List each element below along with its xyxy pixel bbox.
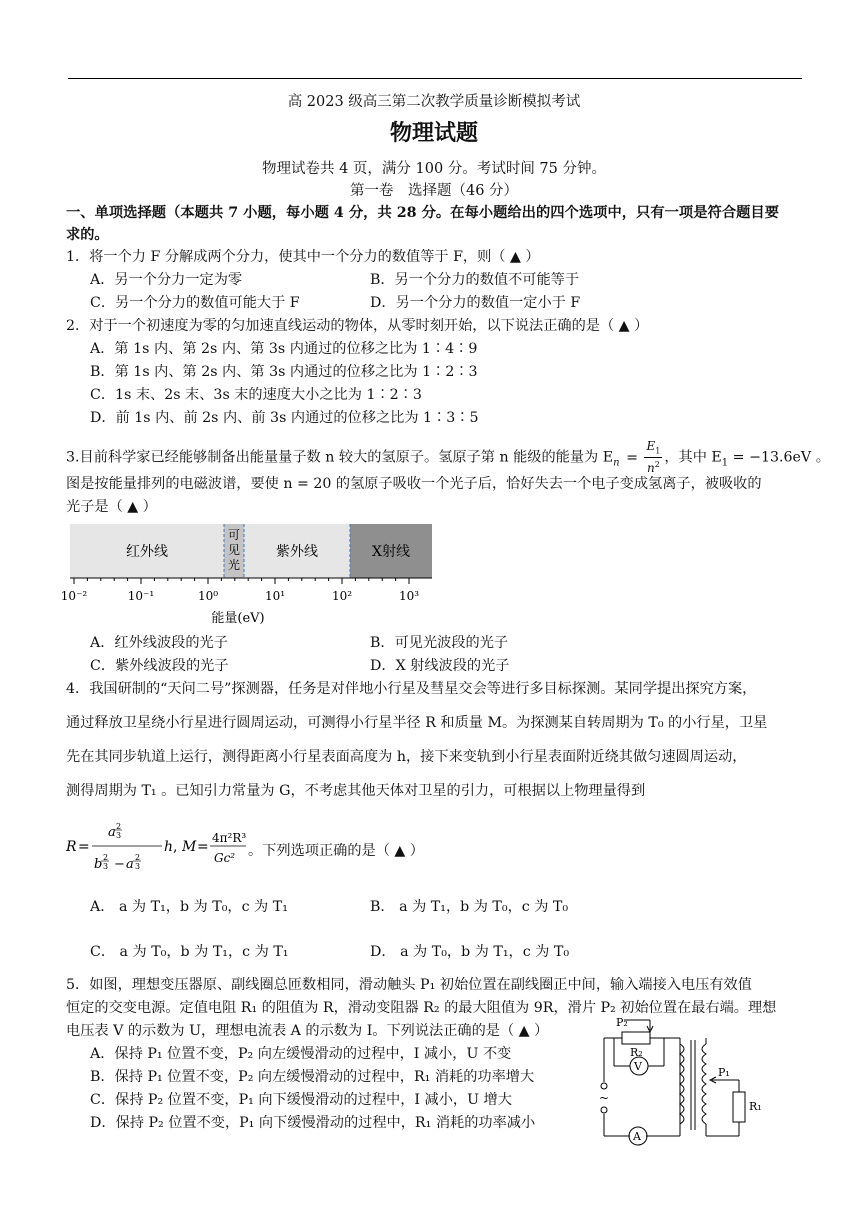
ammeter-label: A xyxy=(633,1130,641,1143)
q5-line-1: 5．如图，理想变压器原、副线圈总匝数相同，滑动触头 P₁ 初始位置在副线圈正中间，输入端接入电压有效值 xyxy=(66,977,752,993)
energy-axis-label: 能量(eV) xyxy=(211,611,265,626)
svg-text:,: , xyxy=(173,839,178,855)
q5-option-a: A．保持 P₁ 位置不变，P₂ 向左缓慢滑动的过程中，I 减小，U 不变 xyxy=(90,1046,512,1062)
q5-line-2: 恒定的交变电源。定值电阻 R₁ 的阻值为 R，滑动变阻器 R₂ 的最大阻值为 9R，滑片 P₂ 初始位置在最右端。理想 xyxy=(66,1000,777,1016)
q3-stem-1b: ，其中 E xyxy=(664,449,722,466)
axis-tick-label: 10² xyxy=(331,589,353,603)
svg-text:=: = xyxy=(78,839,90,855)
visible-label-3: 光 xyxy=(227,558,241,572)
svg-text:=: = xyxy=(197,839,209,855)
q3-stem-1a: 3.目前科学家已经能够制备出能量量子数 n 较大的氢原子。氢原子第 n 能级的能量为 E xyxy=(66,449,614,466)
axis-tick-label: 10³ xyxy=(398,589,420,603)
q1-option-c: C．另一个分力的数值可能大于 F xyxy=(90,295,300,311)
exam-info: 物理试卷共 4 页，满分 100 分。考试时间 75 分钟。 xyxy=(261,161,606,177)
subject-title: 物理试题 xyxy=(389,120,478,146)
q1-option-a: A．另一个分力一定为零 xyxy=(90,272,243,288)
p2-label: P₂ xyxy=(616,1016,628,1029)
q2-stem: 2．对于一个初速度为零的匀加速直线运动的物体，从零时刻开始，以下说法正确的是（ ▲ ） xyxy=(66,318,649,334)
p1-label: P₁ xyxy=(718,1066,730,1079)
q3-stem-line-1: 3.目前科学家已经能够制备出能量量子数 n 较大的氢原子。氢原子第 n 能级的能量为 $E_n$ = $\frac{E_1}{n^2}$ ，其中 $E_1 = -13.6eV$ 。 xyxy=(66,439,830,476)
q4-formula-tail: 。下列选项正确的是（ ▲ ） xyxy=(248,843,424,859)
q2-option-c: C．1s 末、2s 末、3s 末的速度大小之比为 1∶2∶3 xyxy=(90,387,422,403)
q5-option-c: C．保持 P₂ 位置不变，P₁ 向下缓慢滑动的过程中，I 减小，U 增大 xyxy=(90,1092,512,1108)
svg-text:R: R xyxy=(66,839,77,855)
q3-option-b: B．可见光波段的光子 xyxy=(370,635,509,651)
q2-option-d: D．前 1s 内、前 2s 内、前 3s 内通过的位移之比为 1∶3∶5 xyxy=(90,410,479,426)
xray-label: X射线 xyxy=(372,544,410,560)
svg-text:3: 3 xyxy=(116,831,122,840)
q3-energy-fraction: $\frac{E_1}{n^2}$ xyxy=(646,439,661,476)
q4-line-1: 4．我国研制的“天问二号”探测器，任务是对伴地小行星及彗星交会等进行多目标探测。某同学提出探究方案， xyxy=(66,681,757,697)
svg-text:2: 2 xyxy=(135,853,141,862)
visible-label-2: 见 xyxy=(227,543,241,557)
q1-option-b: B．另一个分力的数值不可能等于 xyxy=(370,272,580,288)
svg-text:M: M xyxy=(182,839,197,855)
svg-text:Gc²: Gc² xyxy=(214,851,236,865)
q5-option-b: B．保持 P₁ 位置不变，P₂ 向左缓慢滑动的过程中，R₁ 消耗的功率增大 xyxy=(90,1069,535,1085)
svg-text:h: h xyxy=(164,839,174,855)
q1-stem: 1．将一个力 F 分解成两个分力，使其中一个分力的数值等于 F，则（ ▲ ） xyxy=(66,249,540,265)
q4-formula xyxy=(66,818,247,878)
transformer-circuit-diagram xyxy=(594,1014,774,1146)
svg-text:b: b xyxy=(94,857,103,872)
q3-option-a: A．红外线波段的光子 xyxy=(90,635,228,651)
q2-option-b: B．第 1s 内、第 2s 内、第 3s 内通过的位移之比为 1∶2∶3 xyxy=(90,364,478,380)
header-rule xyxy=(68,78,802,79)
q2-option-a: A．第 1s 内、第 2s 内、第 3s 内通过的位移之比为 1∶4∶9 xyxy=(90,341,478,357)
q5-option-d: D．保持 P₂ 位置不变，P₁ 向下缓慢滑动的过程中，R₁ 消耗的功率减小 xyxy=(90,1115,536,1131)
infrared-label: 红外线 xyxy=(126,544,168,560)
exam-title: 高 2023 级高三第二次教学质量诊断模拟考试 xyxy=(287,94,581,110)
ac-source-symbol: ~ xyxy=(599,1091,610,1105)
q4-option-a: A． a 为 T₁，b 为 T₀，c 为 T₁ xyxy=(90,899,288,915)
svg-text:a: a xyxy=(108,825,116,840)
svg-text:3: 3 xyxy=(103,862,109,871)
part-title: 第一卷 选择题（46 分） xyxy=(349,183,519,199)
q3-option-d: D．X 射线波段的光子 xyxy=(370,658,510,674)
axis-tick-label: 10⁻² xyxy=(60,589,88,603)
q1-option-d: D．另一个分力的数值一定小于 F xyxy=(370,295,581,311)
r2-label: R₂ xyxy=(630,1046,643,1059)
svg-text:2: 2 xyxy=(103,853,109,862)
svg-text:3: 3 xyxy=(135,862,141,871)
visible-label-1: 可 xyxy=(227,528,241,542)
q4-line-2: 通过释放卫星绕小行星进行圆周运动，可测得小行星半径 R 和质量 M。为探测某自转周期为 T₀ 的小行星，卫星 xyxy=(66,715,768,731)
axis-tick-label: 10⁻¹ xyxy=(127,589,155,603)
voltmeter-label: V xyxy=(634,1060,642,1073)
svg-text:4π²R³: 4π²R³ xyxy=(212,831,247,845)
q4-option-b: B． a 为 T₁，b 为 T₀，c 为 T₀ xyxy=(370,899,569,915)
q4-line-3: 先在其同步轨道上运行，测得距离小行星表面高度为 h，接下来变轨到小行星表面附近绕其做匀速圆周运动， xyxy=(66,749,747,765)
section-instructions-2: 求的。 xyxy=(66,227,109,243)
q3-stem-line-2: 图是按能量排列的电磁波谱，要使 n = 20 的氢原子吸收一个光子后，恰好失去一个电子变成氢离子，被吸收的 xyxy=(66,476,762,492)
q3-option-c: C．紫外线波段的光子 xyxy=(90,658,229,674)
axis-tick-label: 10¹ xyxy=(264,589,286,603)
q3-stem-line-3: 光子是（ ▲ ） xyxy=(66,499,157,515)
svg-text:−: − xyxy=(114,857,125,872)
section-instructions-1: 一、单项选择题（本题共 7 小题，每小题 4 分，共 28 分。在每小题给出的四个选项中，只有一项是符合题目要 xyxy=(66,205,780,221)
ultraviolet-label: 紫外线 xyxy=(276,544,318,560)
q5-line-3: 电压表 V 的示数为 U，理想电流表 A 的示数为 I。下列说法正确的是（ ▲ ） xyxy=(66,1023,549,1039)
svg-text:a: a xyxy=(126,857,134,872)
q4-option-d: D． a 为 T₀，b 为 T₁，c 为 T₀ xyxy=(370,944,570,960)
q4-option-c: C． a 为 T₀，b 为 T₁，c 为 T₁ xyxy=(90,944,289,960)
axis-tick-label: 10⁰ xyxy=(197,589,219,603)
svg-text:2: 2 xyxy=(116,822,122,831)
em-spectrum-diagram xyxy=(60,520,438,626)
q3-stem-1c: = −13.6eV 。 xyxy=(728,449,830,466)
q4-line-4: 测得周期为 T₁ 。已知引力常量为 G，不考虑其他天体对卫星的引力，可根据以上物理量得到 xyxy=(66,783,646,799)
r1-label: R₁ xyxy=(749,1100,762,1113)
